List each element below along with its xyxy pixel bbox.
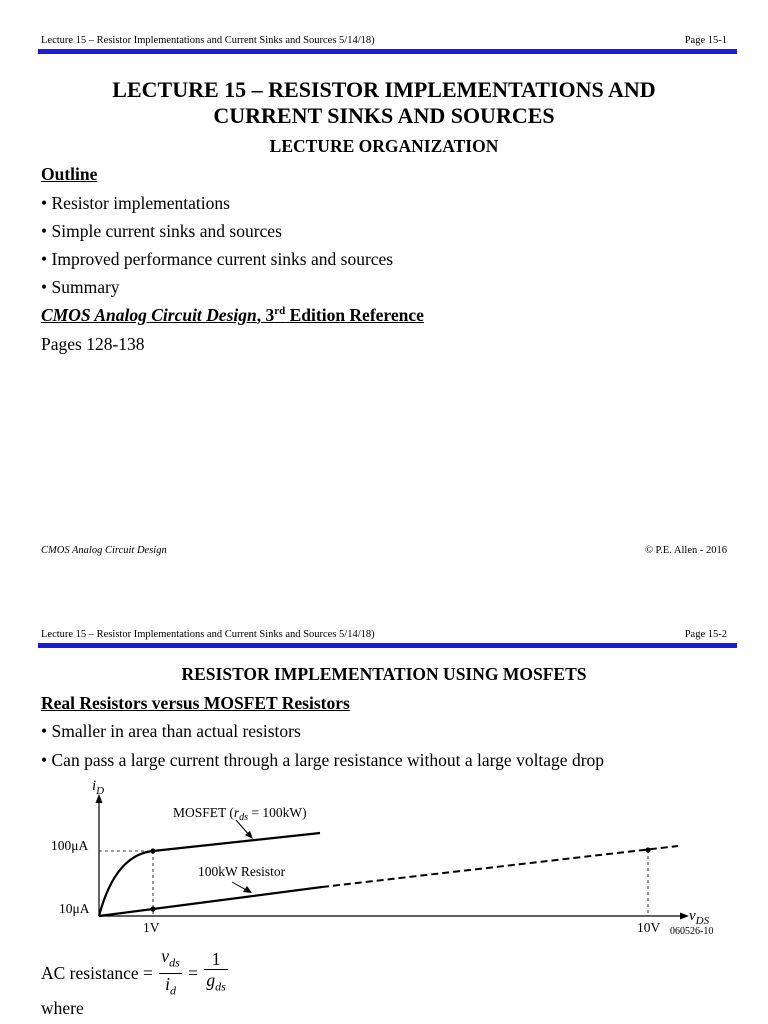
outline-heading: Outline bbox=[41, 164, 98, 184]
fraction-2-denominator bbox=[204, 970, 227, 997]
frac1-den-sub: d bbox=[169, 983, 176, 997]
outline-item: • Summary bbox=[41, 277, 120, 297]
ac-resistance-label: AC resistance = bbox=[41, 963, 153, 983]
label-10ua: 10μA bbox=[59, 901, 90, 916]
fraction-vds-id bbox=[159, 946, 181, 1000]
point-mosfet-1v bbox=[150, 848, 155, 853]
slide-1-header-left: Lecture 15 – Resistor Implementations and Current Sinks and Sources 5/14/18) bbox=[41, 35, 375, 46]
where-text: where bbox=[41, 998, 84, 1018]
slide-2-header-rule bbox=[38, 643, 737, 648]
resistor-line bbox=[99, 887, 322, 916]
iv-characteristic-figure bbox=[0, 770, 768, 945]
bullet-item: • Smaller in area than actual resistors bbox=[41, 721, 301, 741]
frac2-den-text: g bbox=[206, 970, 216, 991]
point-resistor-10v bbox=[645, 847, 650, 852]
reference-book-title: CMOS Analog Circuit Design bbox=[41, 305, 257, 325]
ac-resistance-equation bbox=[41, 946, 230, 1000]
frac1-den-text: i bbox=[165, 973, 170, 994]
outline-item: • Simple current sinks and sources bbox=[41, 221, 282, 241]
slide-1-footer-left: CMOS Analog Circuit Design bbox=[41, 545, 167, 556]
slide-1-subtitle: LECTURE ORGANIZATION bbox=[269, 136, 499, 156]
slide-1-header-right: Page 15-1 bbox=[684, 35, 727, 46]
section-heading: Real Resistors versus MOSFET Resistors bbox=[41, 693, 350, 713]
label-100ua: 100μA bbox=[51, 838, 89, 853]
point-resistor-1v bbox=[150, 906, 155, 911]
x-axis-arrow-icon bbox=[680, 913, 689, 920]
reference-edition-num: , 3 bbox=[256, 305, 275, 325]
label-1v: 1V bbox=[143, 920, 160, 935]
slide-1-title-line-1: LECTURE 15 – RESISTOR IMPLEMENTATIONS AND bbox=[112, 77, 656, 102]
y-axis-label: $i_D$ bbox=[92, 778, 105, 797]
mosfet-label: MOSFET $(r_{ds} = 100kW)$ bbox=[173, 805, 307, 823]
resistor-line-extension bbox=[322, 846, 678, 887]
x-axis-label: $v_{DS}$ bbox=[689, 908, 710, 927]
fraction-2-numerator: 1 bbox=[204, 949, 227, 970]
frac2-den-sub: ds bbox=[215, 979, 226, 994]
slide-1-footer-right: © P.E. Allen - 2016 bbox=[644, 545, 727, 556]
reference-edition-rest: Edition Reference bbox=[285, 305, 424, 325]
equals-sign: = bbox=[188, 963, 198, 983]
frac1-num-sub: ds bbox=[169, 955, 180, 970]
resistor-label: 100kW Resistor bbox=[198, 864, 286, 879]
fraction-1-numerator bbox=[159, 946, 181, 974]
frac1-num-text: v bbox=[161, 946, 170, 966]
label-10v: 10V bbox=[637, 920, 661, 935]
slide-1-header-rule bbox=[38, 49, 737, 54]
slide-2-title: RESISTOR IMPLEMENTATION USING MOSFETS bbox=[181, 664, 587, 684]
reference-edition-sup: rd bbox=[274, 305, 286, 318]
reference-pages: Pages 128-138 bbox=[41, 334, 145, 354]
slide-2-header-left: Lecture 15 – Resistor Implementations and Current Sinks and Sources 5/14/18) bbox=[41, 629, 375, 640]
fraction-1-denominator bbox=[159, 974, 181, 1001]
outline-item: • Improved performance current sinks and sources bbox=[41, 249, 394, 269]
slide-1-title-line-2: CURRENT SINKS AND SOURCES bbox=[213, 103, 555, 128]
outline-item: • Resistor implementations bbox=[41, 193, 230, 213]
fraction-1-gds bbox=[204, 949, 227, 997]
reference-heading bbox=[41, 305, 424, 326]
slide-2-header-right: Page 15-2 bbox=[684, 629, 727, 640]
figure-id: 060526-10 bbox=[670, 926, 714, 937]
bullet-item: • Can pass a large current through a large resistance without a large voltage drop bbox=[41, 750, 605, 770]
